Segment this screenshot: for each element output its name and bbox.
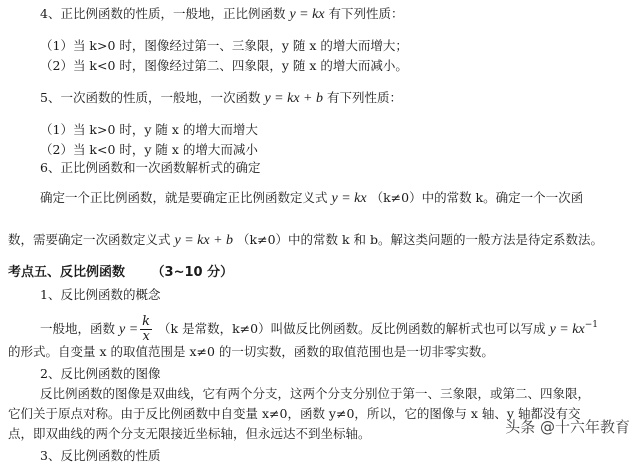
sec5-heading: 5、一次函数的性质，一般地，一次函数 y = kx + b 有下列性质： <box>40 90 402 106</box>
kp5-title: 考点五、反比例函数 （3~10 分） <box>8 265 234 280</box>
kp5-section-2: 2、反比例函数的图像 <box>40 366 161 381</box>
sec5-property-2: （2）当 k<0 时，y 随 x 的增大而减小 <box>40 142 258 157</box>
kp5-definition: 一般地，函数 y = $\frac{k}{x}$ （k 是常数，k≠0）叫做反比例函数。反比例函数的解析式也可以写成 $y = kx^{-1}$ <box>40 314 598 344</box>
k-over-x-fraction: $\frac{k}{x}$ <box>142 314 151 344</box>
sec5-formula: y = kx + b <box>264 91 323 106</box>
kp5-graph-line-2: 它们关于原点对称。由于反比例函数中自变量 x≠0，函数 y≠0，所以，它的图像与 x 轴、y 轴都没有交 <box>8 406 581 421</box>
kp5-section-3: 3、反比例函数的性质 <box>40 448 161 463</box>
sec4-property-2: （2）当 k<0 时，图像经过第二、四象限，y 随 x 的增大而减小。 <box>40 58 408 73</box>
sec4-formula: y = kx <box>289 7 325 22</box>
sec4-property-1: （1）当 k>0 时，图像经过第一、三象限，y 随 x 的增大而增大； <box>40 38 408 53</box>
kp5-graph-line-1: 反比例函数的图像是双曲线，它有两个分支，这两个分支分别位于第一、三象限，或第二、四象限， <box>40 386 591 401</box>
sec5-property-1: （1）当 k>0 时，y 随 x 的增大而增大 <box>40 122 258 137</box>
kp5-definition-cont: 的形式。自变量 x 的取值范围是 x≠0 的一切实数，函数的取值范围也是一切非零实数。 <box>8 344 494 359</box>
kp5-section-1: 1、反比例函数的概念 <box>40 287 161 302</box>
sec6-line-2: 数，需要确定一次函数定义式 y = kx + b （k≠0）中的常数 k 和 b。解这类问题的一般方法是待定系数法。 <box>8 232 604 248</box>
kp5-graph-line-3: 点，即双曲线的两个分支无限接近坐标轴，但永远达不到坐标轴。 <box>8 426 371 441</box>
sec6-heading: 6、正比例函数和一次函数解析式的确定 <box>40 160 261 175</box>
watermark: 头条 @十六年教育 <box>505 418 630 436</box>
sec6-line-1: 确定一个正比例函数，就是要确定正比例函数定义式 y = kx （k≠0）中的常数 k。确定一个一次函 <box>40 190 584 206</box>
sec4-heading: 4、正比例函数的性质，一般地，正比例函数 y = kx 有下列性质： <box>40 6 404 22</box>
